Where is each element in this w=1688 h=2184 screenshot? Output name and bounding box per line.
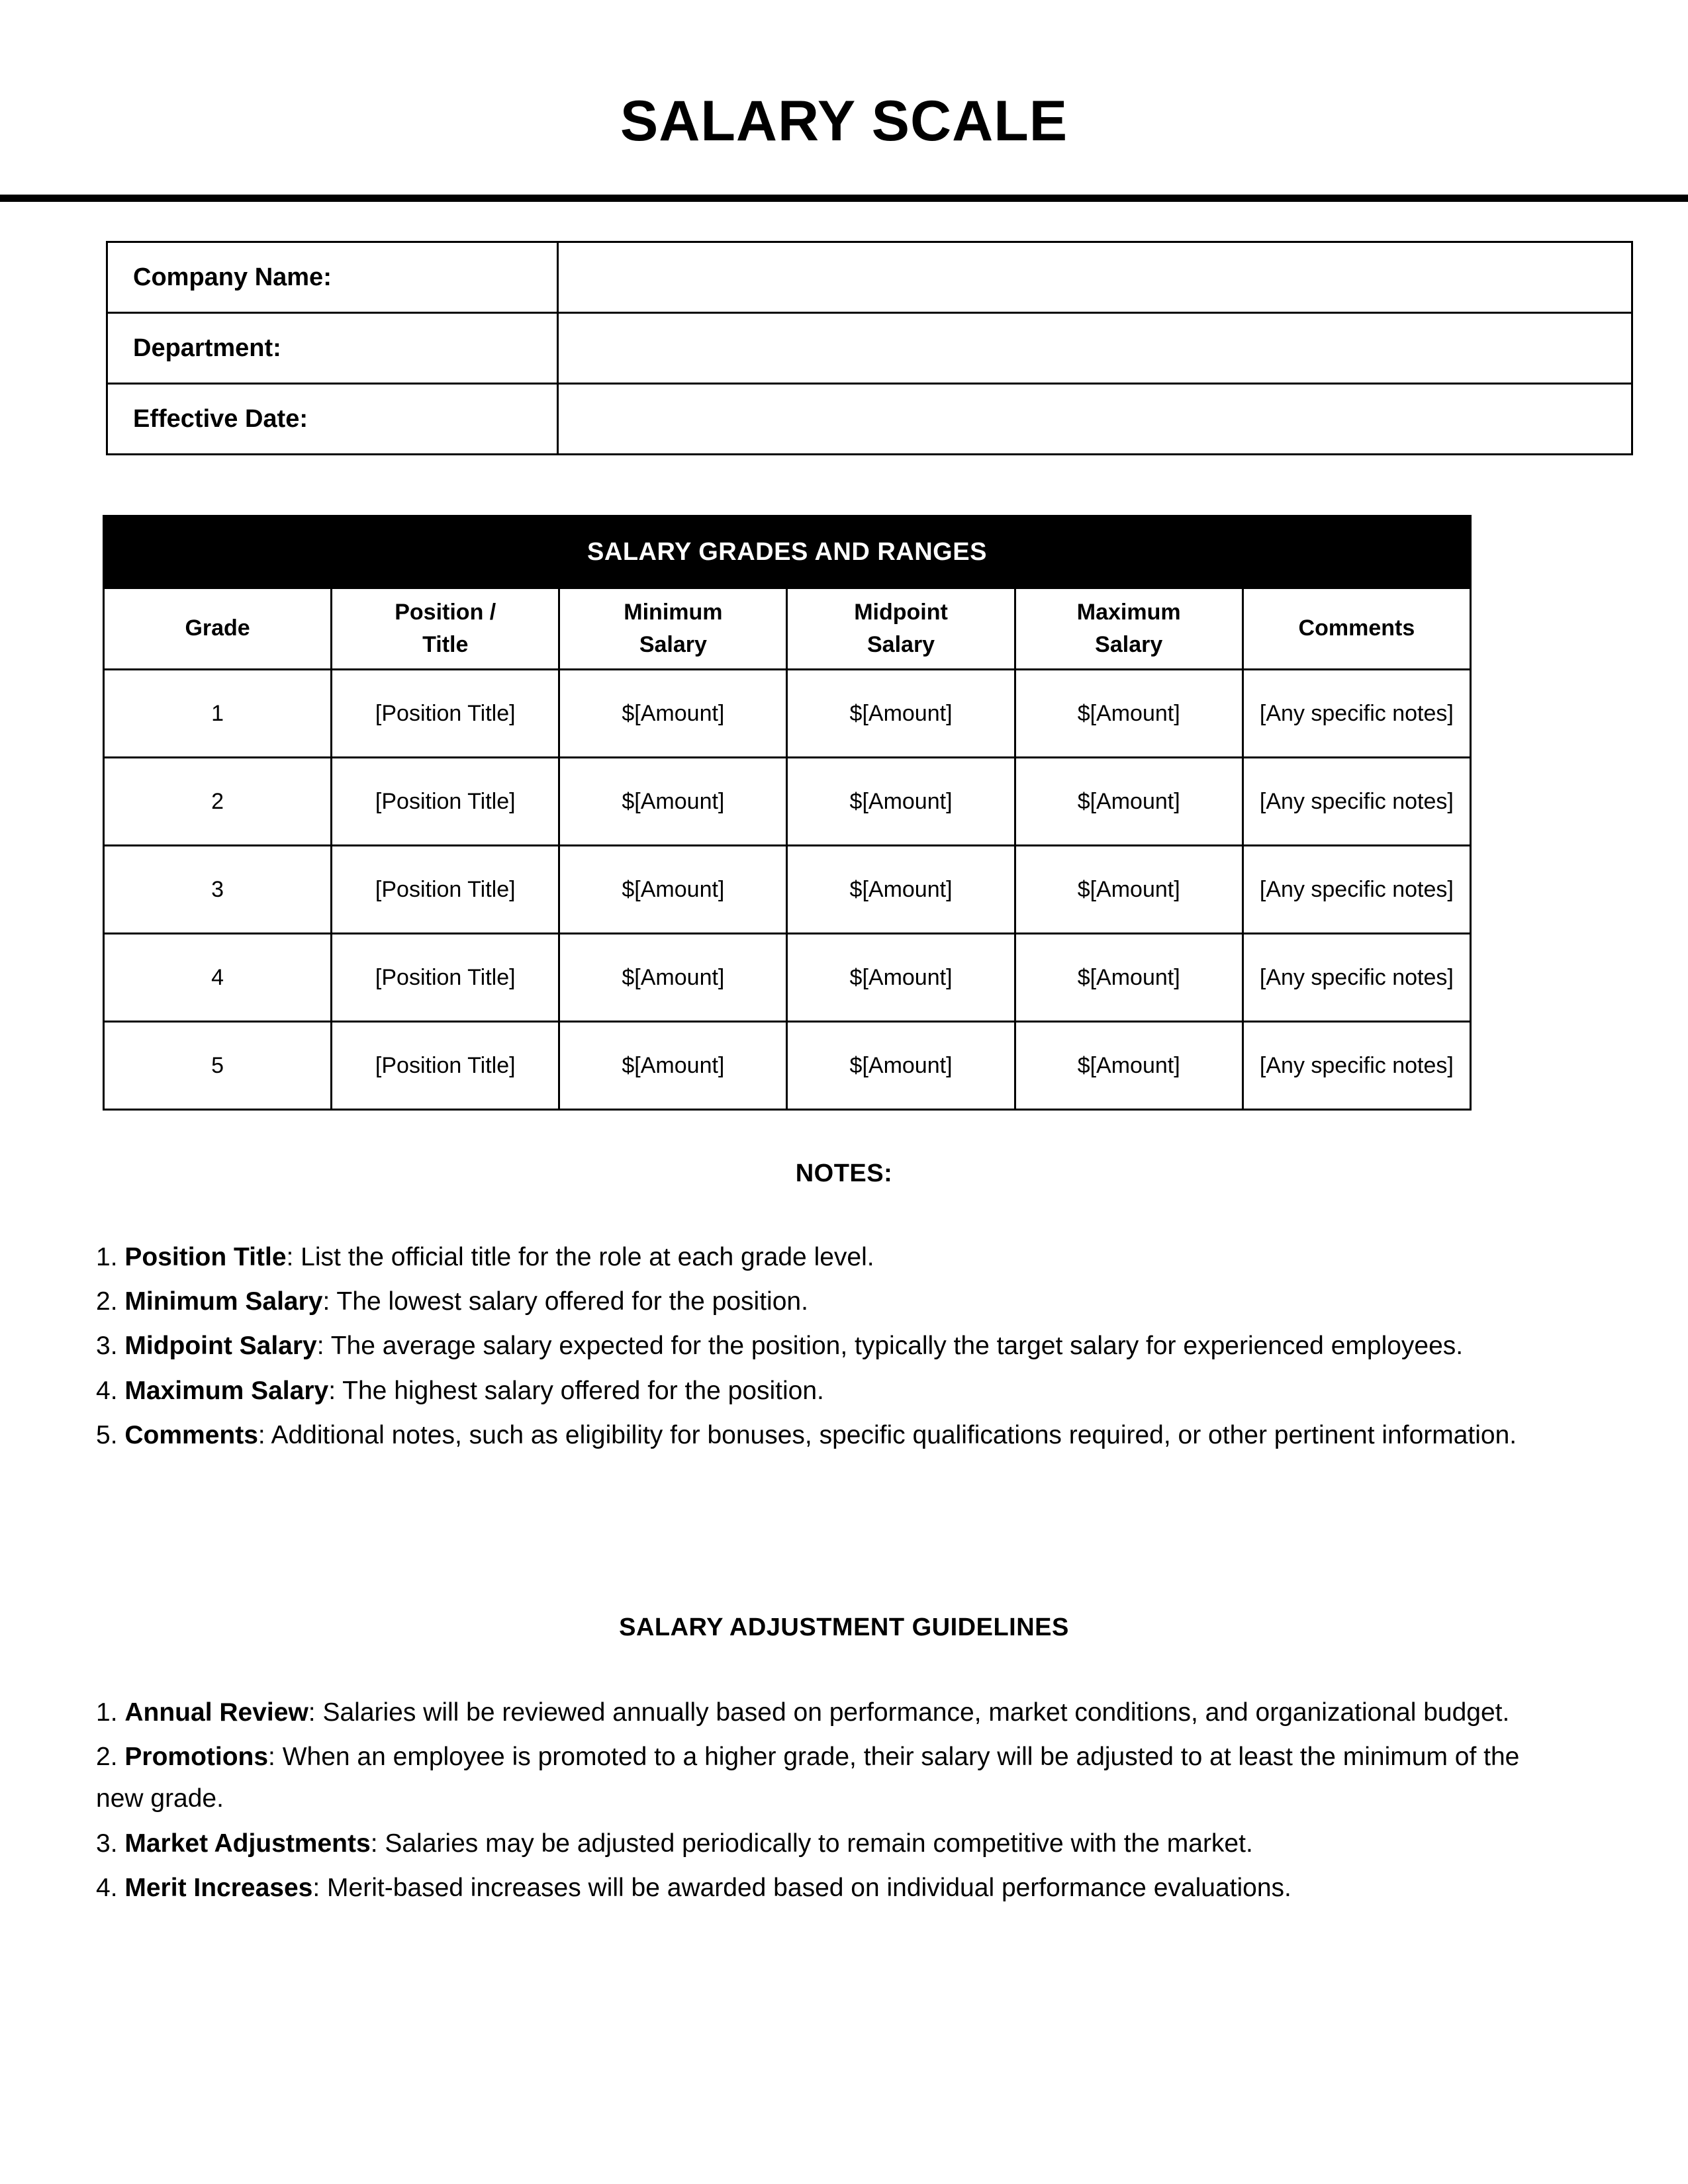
guideline-term: Merit Increases [124, 1873, 313, 1902]
cell-comments[interactable]: [Any specific notes] [1243, 846, 1470, 934]
cell-position[interactable]: [Position Title] [332, 934, 559, 1022]
column-header-position-line1: Position / [395, 599, 496, 625]
guidelines-list [96, 1692, 1559, 1911]
note-term: Comments [124, 1420, 258, 1449]
cell-midpoint-salary[interactable]: $[Amount] [787, 1022, 1015, 1110]
cell-comments[interactable]: [Any specific notes] [1243, 670, 1470, 758]
column-header-midpoint-salary [787, 588, 1015, 670]
column-header-position-line2: Title [422, 632, 469, 657]
salary-table-banner: SALARY GRADES AND RANGES [104, 516, 1471, 588]
salary-grades-body [104, 516, 1471, 1110]
cell-minimum-salary[interactable]: $[Amount] [559, 846, 787, 934]
salary-table-header-row [104, 588, 1471, 670]
company-info-body [107, 242, 1632, 455]
guideline-text: : Merit-based increases will be awarded based on individual performance evaluations. [312, 1873, 1291, 1902]
cell-comments[interactable]: [Any specific notes] [1243, 758, 1470, 846]
cell-comments[interactable]: [Any specific notes] [1243, 1022, 1470, 1110]
list-item [96, 1823, 1559, 1864]
cell-midpoint-salary[interactable]: $[Amount] [787, 846, 1015, 934]
note-text: : List the official title for the role at each grade level. [286, 1243, 874, 1271]
cell-grade: 4 [104, 934, 332, 1022]
guideline-number: 4. [96, 1873, 118, 1902]
column-header-maximum-salary [1015, 588, 1243, 670]
cell-maximum-salary[interactable]: $[Amount] [1015, 846, 1243, 934]
list-item [96, 1281, 1559, 1322]
note-text: : Additional notes, such as eligibility for bonuses, specific qualifications required, or other pertinent information. [258, 1420, 1517, 1449]
column-header-grade [104, 588, 332, 670]
table-row [104, 670, 1471, 758]
column-header-grade-line1: Grade [185, 615, 250, 641]
department-label: Department: [107, 313, 558, 384]
note-term: Midpoint Salary [124, 1332, 317, 1361]
column-header-midpoint-line1: Midpoint [854, 599, 948, 625]
salary-table-banner-row [104, 516, 1471, 588]
page-title: SALARY SCALE [620, 89, 1068, 153]
cell-minimum-salary[interactable]: $[Amount] [559, 1022, 787, 1110]
cell-minimum-salary[interactable]: $[Amount] [559, 670, 787, 758]
department-field[interactable] [558, 313, 1632, 384]
guideline-term: Promotions [124, 1743, 269, 1772]
company-info-table [106, 241, 1633, 455]
cell-grade: 2 [104, 758, 332, 846]
guideline-term: Annual Review [124, 1698, 308, 1727]
cell-position[interactable]: [Position Title] [332, 670, 559, 758]
title-divider [0, 195, 1688, 202]
column-header-maximum-line2: Salary [1095, 632, 1163, 657]
table-row [107, 313, 1632, 384]
cell-position[interactable]: [Position Title] [332, 1022, 559, 1110]
guideline-number: 3. [96, 1829, 118, 1858]
cell-maximum-salary[interactable]: $[Amount] [1015, 670, 1243, 758]
table-row [104, 1022, 1471, 1110]
guideline-text: : When an employee is promoted to a higher grade, their salary will be adjusted to at least the minimum of the new grade. [96, 1743, 1520, 1813]
note-term: Minimum Salary [124, 1287, 323, 1316]
column-header-midpoint-line2: Salary [867, 632, 935, 657]
table-row [107, 384, 1632, 455]
column-header-position [332, 588, 559, 670]
note-number: 1. [96, 1243, 118, 1271]
note-text: : The average salary expected for the position, typically the target salary for experienced employees. [316, 1332, 1464, 1361]
table-row [107, 242, 1632, 313]
table-row [104, 934, 1471, 1022]
cell-minimum-salary[interactable]: $[Amount] [559, 758, 787, 846]
cell-maximum-salary[interactable]: $[Amount] [1015, 934, 1243, 1022]
note-number: 3. [96, 1332, 118, 1361]
cell-midpoint-salary[interactable]: $[Amount] [787, 670, 1015, 758]
column-header-maximum-line1: Maximum [1076, 599, 1181, 625]
guideline-number: 1. [96, 1698, 118, 1727]
cell-position[interactable]: [Position Title] [332, 846, 559, 934]
column-header-minimum-line1: Minimum [624, 599, 723, 625]
note-number: 5. [96, 1420, 118, 1449]
list-item [96, 1414, 1559, 1456]
notes-heading: NOTES: [795, 1160, 893, 1187]
table-row [104, 758, 1471, 846]
table-row [104, 846, 1471, 934]
cell-midpoint-salary[interactable]: $[Amount] [787, 934, 1015, 1022]
guideline-text: : Salaries may be adjusted periodically to remain competitive with the market. [370, 1829, 1253, 1858]
company-name-label: Company Name: [107, 242, 558, 313]
effective-date-label: Effective Date: [107, 384, 558, 455]
salary-grades-table [103, 515, 1472, 1111]
column-header-comments-line1: Comments [1298, 615, 1415, 641]
cell-grade: 3 [104, 846, 332, 934]
guidelines-heading: SALARY ADJUSTMENT GUIDELINES [619, 1614, 1069, 1641]
note-text: : The lowest salary offered for the position. [322, 1287, 808, 1316]
guideline-term: Market Adjustments [124, 1829, 371, 1858]
column-header-comments [1243, 588, 1470, 670]
note-term: Maximum Salary [124, 1376, 329, 1405]
guideline-number: 2. [96, 1743, 118, 1772]
column-header-minimum-line2: Salary [639, 632, 707, 657]
note-term: Position Title [124, 1243, 287, 1271]
list-item [96, 1325, 1559, 1367]
list-item [96, 1736, 1559, 1819]
effective-date-field[interactable] [558, 384, 1632, 455]
company-name-field[interactable] [558, 242, 1632, 313]
note-number: 2. [96, 1287, 118, 1316]
cell-midpoint-salary[interactable]: $[Amount] [787, 758, 1015, 846]
guideline-text: : Salaries will be reviewed annually based on performance, market conditions, and organizational budget. [308, 1698, 1510, 1727]
column-header-minimum-salary [559, 588, 787, 670]
list-item [96, 1692, 1559, 1733]
cell-maximum-salary[interactable]: $[Amount] [1015, 758, 1243, 846]
note-number: 4. [96, 1376, 118, 1405]
note-text: : The highest salary offered for the position. [328, 1376, 824, 1405]
cell-maximum-salary[interactable]: $[Amount] [1015, 1022, 1243, 1110]
cell-minimum-salary[interactable]: $[Amount] [559, 934, 787, 1022]
list-item [96, 1867, 1559, 1909]
cell-grade: 1 [104, 670, 332, 758]
cell-position[interactable]: [Position Title] [332, 758, 559, 846]
cell-grade: 5 [104, 1022, 332, 1110]
list-item [96, 1236, 1559, 1278]
notes-list [96, 1236, 1559, 1459]
cell-comments[interactable]: [Any specific notes] [1243, 934, 1470, 1022]
list-item [96, 1370, 1559, 1412]
